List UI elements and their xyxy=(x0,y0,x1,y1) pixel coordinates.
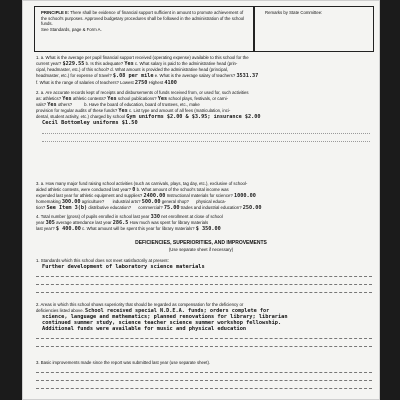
q2-line2: as: athletics? Yes athletic contests? Yes school publications? Yes school plays, festivals, or carni- xyxy=(36,96,229,102)
q1-line5: f. What is the range of salaries of teachers? Lowest 2750 Highest 4100 xyxy=(36,80,177,86)
q1-lowest-value: 2750 xyxy=(134,80,148,86)
q2-fees-value: Gym uniforms $2.00 & $3.95; insurance $2.00 xyxy=(126,114,261,120)
deficiency-item2-value3: continued summer study, science teacher science summer workshop fellowship. xyxy=(42,320,282,326)
principle-box xyxy=(34,6,254,52)
divider xyxy=(42,141,370,142)
divider xyxy=(36,380,372,381)
divider xyxy=(36,284,372,285)
q2-line4: provision for regular audits of these funds? Yes c. List type and amount of all fees (matriculation, inci- xyxy=(36,108,231,114)
q4-line3: last year? $ 400.00 c. What amount will be spent this year for library materials? $ 350.00 xyxy=(36,226,221,232)
deficiency-item1-label: 1. Standards which this school does not meet satisfactorily at present: xyxy=(36,258,169,263)
deficiencies-title: DEFICIENCIES, SUPERIORITIES, AND IMPROVEMENTS xyxy=(135,240,267,246)
q2-line5: dental, student activity, etc.) charged by school Gym uniforms $2.00 & $3.95; insurance $2.00 xyxy=(36,114,261,120)
q3-line2: aided athletic contests, were conducted last year? 0 b. What amount of the school's total income was xyxy=(36,187,229,193)
divider xyxy=(36,276,372,277)
divider xyxy=(36,346,372,347)
deficiency-item2-line2: deficiencies listed above. School received special N.D.E.A. funds; orders complete for xyxy=(36,308,270,314)
q1-line3: cipal, headmaster, etc.) of this school? d. What amount is provided the administrative head (principal, xyxy=(36,67,229,72)
divider xyxy=(36,338,372,339)
q1-current-year-value: $229.55 xyxy=(62,61,85,67)
divider xyxy=(36,292,372,293)
deficiency-item2-value2: science, language and mathematics; planned renovations for library; librarian xyxy=(42,314,288,320)
q2-fees-value2: Cecil Bottomley uniforms $1.50 xyxy=(42,120,138,126)
divider xyxy=(36,372,372,373)
deficiency-item1-value: Further development of laboratory science materials xyxy=(42,264,205,270)
q3-line4: homemaking 300.00 agriculture? industrial arts? 500.00 general shop? physical educa- xyxy=(36,199,226,205)
principle-see: See Standards, page & Form A. xyxy=(41,26,102,32)
q3-line5: tion? See Item 3(b) distributive education? commercial? 75.00 trades and industrial education? 250.00 xyxy=(36,205,262,211)
principle-label: PRINCIPLE II: xyxy=(41,10,69,15)
q1-highest-value: 4100 xyxy=(164,80,177,86)
deficiency-item2-value4: Additional funds were available for music and physical education xyxy=(42,326,247,332)
divider xyxy=(42,133,370,134)
deficiency-item2-label: 2. Areas in which this school shows superiority that should be regarded as compensation for the deficiency or xyxy=(36,302,244,307)
document-page xyxy=(22,0,380,400)
q1-line1: 1. a. What is the average per pupil financial support received (operating expense) available to this school for the xyxy=(36,55,249,60)
q2-line3: vals? Yes others? b. Have the board of education, board of trustees, etc., make xyxy=(36,102,200,108)
deficiency-item3-label: 3. Basic improvements made since the report was submitted last year (use separate sheet). xyxy=(36,360,211,365)
q1-line2: current year? $229.55 b. Is this adequate? Yes c. What salary is paid to the administrative head (prin- xyxy=(36,61,238,67)
remarks-box xyxy=(254,6,374,52)
principle-body: There shall be evidence of financial support sufficient in amount to promote achievement of the school's purposes. Approved budgetary procedures shall be followed in the administration of the school funds. xyxy=(41,10,245,27)
q1-travel-value: $.08 per mile xyxy=(112,73,154,79)
q3-line1: 3. a. How many major fund raising school activities (such as carnivals, plays, tag day, etc.), exclusive of school- xyxy=(36,181,248,186)
q1-line4: headmaster, etc.) for expense of travel? $.08 per mile e. What is the average salary of teachers? 3531.37 xyxy=(36,73,259,79)
q1-teacher-salary-value: 3531.37 xyxy=(236,73,259,79)
q3-line3: expended last year for athletic equipment and supplies? 2400.00 Instructional materials for science? 1000.00 xyxy=(36,193,256,199)
q4-line1: 4. Total number (gross) of pupils enrolled in school last year 330 net enrollment at close of school xyxy=(36,214,223,220)
deficiencies-subtitle: (Use separate sheet if necessary) xyxy=(168,247,234,252)
principle-text xyxy=(41,10,249,32)
q4-line2: year 305 average attendance last year 286.5 How much was spent for library materials xyxy=(36,220,209,226)
divider xyxy=(36,388,372,389)
remarks-label: Remarks by State Committee: xyxy=(265,10,323,15)
q1-adequate-value: Yes xyxy=(124,61,134,67)
q2-line1: 2. a. Are accurate records kept of receipts and disbursements of funds received from, or used for, such activities xyxy=(36,90,249,95)
